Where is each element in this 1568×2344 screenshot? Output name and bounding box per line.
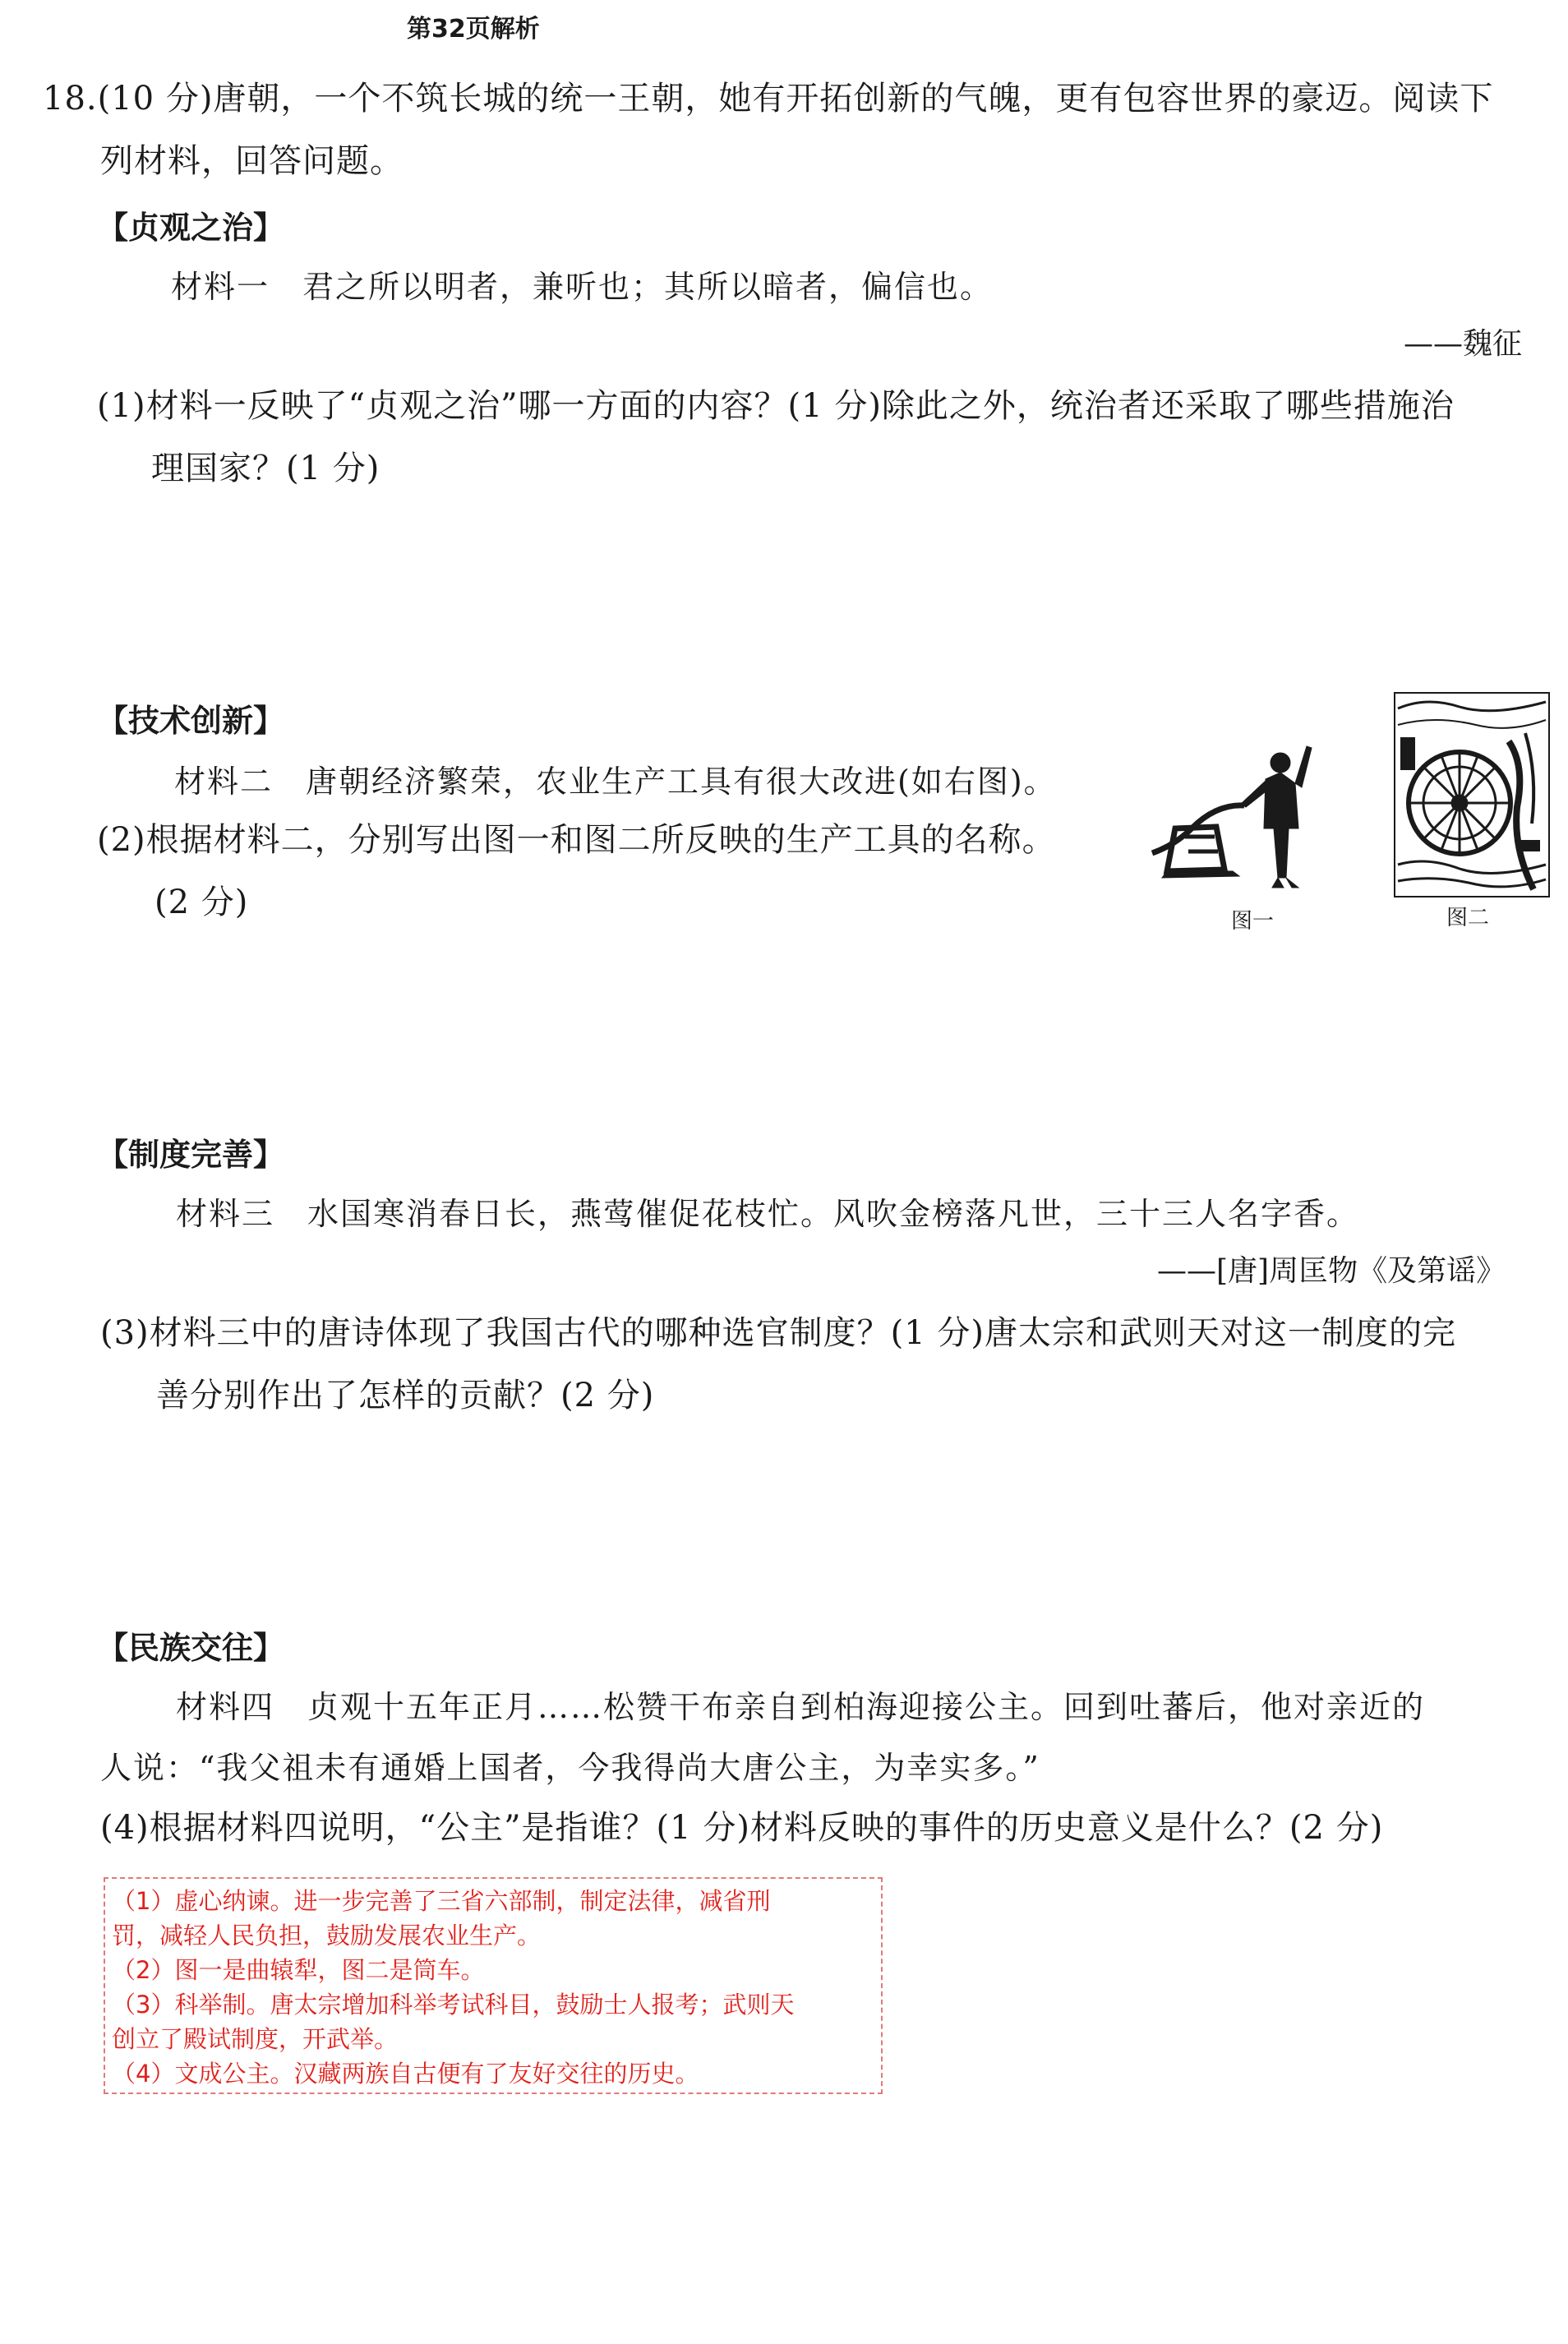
sub-question-2-line1: (2)根据材料二，分别写出图一和图二所反映的生产工具的名称。	[97, 821, 1056, 859]
sub-question-1-line1: (1)材料一反映了“贞观之治”哪一方面的内容？(1 分)除此之外，统治者还采取了哪些措施治	[97, 387, 1455, 425]
sub-question-3-line2: 善分别作出了怎样的贡献？(2 分)	[156, 1377, 655, 1414]
material-four-line2: 人说：“我父祖未有通婚上国者，今我得尚大唐公主，为幸实多。”	[100, 1750, 1040, 1786]
answer-line: （2）图一是曲辕犁，图二是筒车。	[112, 1956, 485, 1984]
figure-two-caption: 图二	[1446, 906, 1490, 930]
material-one: 材料一 君之所以明者，兼听也；其所以暗者，偏信也。	[171, 269, 994, 305]
material-three: 材料三 水国寒消春日长，燕莺催促花枝忙。风吹金榜落凡世，三十三人名字香。	[176, 1196, 1360, 1232]
answer-line: （1）虚心纳谏。进一步完善了三省六部制，制定法律，减省刑	[112, 1887, 771, 1915]
material-three-source: ——[唐]周匡物《及第谣》	[1157, 1254, 1506, 1288]
answer-line: 罚，减轻人民负担，鼓励发展农业生产。	[112, 1922, 542, 1949]
question-intro-line1: 18.(10 分)唐朝，一个不筑长城的统一王朝，她有开拓创新的气魄，更有包容世界的豪迈。阅读下	[43, 80, 1494, 118]
question-intro-line2: 列材料，回答问题。	[100, 142, 404, 180]
material-two: 材料二 唐朝经济繁荣，农业生产工具有很大改进(如右图)。	[174, 764, 1057, 800]
page-header: 第32页解析	[407, 15, 540, 44]
section-heading-system: 【制度完善】	[97, 1137, 285, 1173]
material-four-line1: 材料四 贞观十五年正月……松赞干布亲自到柏海迎接公主。回到吐蕃后，他对亲近的	[176, 1689, 1426, 1725]
answer-line: （4）文成公主。汉藏两族自古便有了友好交往的历史。	[112, 2060, 699, 2088]
sub-question-2-line2: (2 分)	[154, 884, 249, 921]
answer-line: 创立了殿试制度，开武举。	[112, 2025, 399, 2053]
answer-line: （3）科举制。唐太宗增加科举考试科目，鼓励士人报考；武则天	[112, 1991, 795, 2019]
material-one-source: ——魏征	[1404, 327, 1523, 361]
section-heading-zhenguan: 【贞观之治】	[97, 210, 285, 246]
section-heading-tech: 【技术创新】	[97, 703, 285, 739]
section-heading-ethnic: 【民族交往】	[97, 1630, 285, 1666]
figure-two-waterwheel-image	[1394, 692, 1550, 897]
sub-question-3-line1: (3)材料三中的唐诗体现了我国古代的哪种选官制度？(1 分)唐太宗和武则天对这一制度的完	[100, 1314, 1457, 1352]
sub-question-4-line1: (4)根据材料四说明，“公主”是指谁？(1 分)材料反映的事件的历史意义是什么？(2 分)	[100, 1809, 1384, 1847]
sub-question-1-line2: 理国家？(1 分)	[151, 450, 380, 487]
figure-one-caption: 图一	[1231, 909, 1275, 934]
figure-one-plough-image	[1142, 713, 1348, 902]
answer-box	[104, 1877, 883, 2094]
